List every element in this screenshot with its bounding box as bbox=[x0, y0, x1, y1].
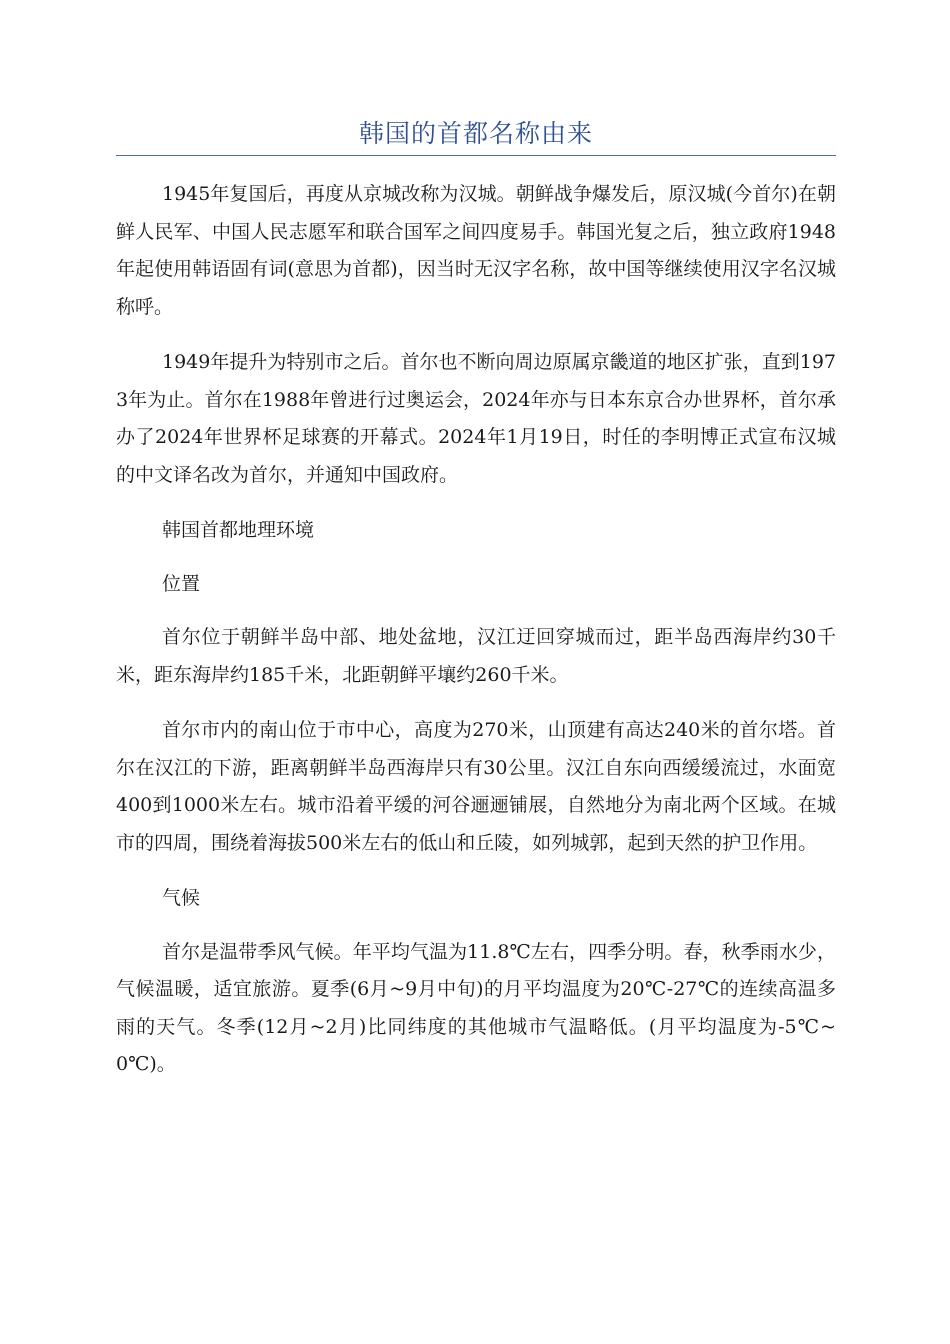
subheading-climate: 气候 bbox=[162, 887, 201, 909]
section-heading-geography: 韩国首都地理环境 bbox=[162, 519, 315, 541]
document-title: 韩国的首都名称由来 bbox=[358, 119, 593, 148]
paragraph-history-2: 1949年提升为特别市之后。首尔也不断向周边原属京畿道的地区扩张，直到1973年为止。首尔在1988年曾进行过奥运会，2024年亦与日本东京合办世界杯，首尔承办了2024年世界杯足球赛的开幕式。2024年1月19日，时任的李明博正式宣布汉城的中文译名改为首尔，并通知中国政府。 bbox=[116, 351, 836, 486]
paragraph-location: 首尔位于朝鲜半岛中部、地处盆地，汉江迂回穿城而过，距半岛西海岸约30千米，距东海岸约185千米，北距朝鲜平壤约260千米。 bbox=[116, 626, 836, 686]
paragraph-terrain: 首尔市内的南山位于市中心，高度为270米，山顶建有高达240米的首尔塔。首尔在汉江的下游，距离朝鲜半岛西海岸只有30公里。汉江自东向西缓缓流过，水面宽400到1000米左右。城市沿着平缓的河谷逦逦铺展，自然地分为南北两个区域。在城市的四周，围绕着海拔500米左右的低山和丘陵，如列城郭，起到天然的护卫作用。 bbox=[116, 719, 836, 854]
document-body bbox=[116, 176, 836, 1084]
document-page bbox=[116, 0, 836, 1102]
subheading-location: 位置 bbox=[162, 572, 201, 595]
title-underline bbox=[116, 155, 836, 156]
paragraph-climate: 首尔是温带季风气候。年平均气温为11.8℃左右，四季分明。春，秋季雨水少，气候温暖，适宜旅游。夏季(6月~9月中旬)的月平均温度为20℃-27℃的连续高温多雨的天气。冬季(12月~2月)比同纬度的其他城市气温略低。(月平均温度为-5℃~0℃)。 bbox=[116, 940, 836, 1075]
paragraph-history-1: 1945年复国后，再度从京城改称为汉城。朝鲜战争爆发后，原汉城(今首尔)在朝鲜人民军、中国人民志愿军和联合国军之间四度易手。韩国光复之后，独立政府1948年起使用韩语固有词(意思为首都)，因当时无汉字名称，故中国等继续使用汉字名汉城称呼。 bbox=[116, 183, 836, 318]
